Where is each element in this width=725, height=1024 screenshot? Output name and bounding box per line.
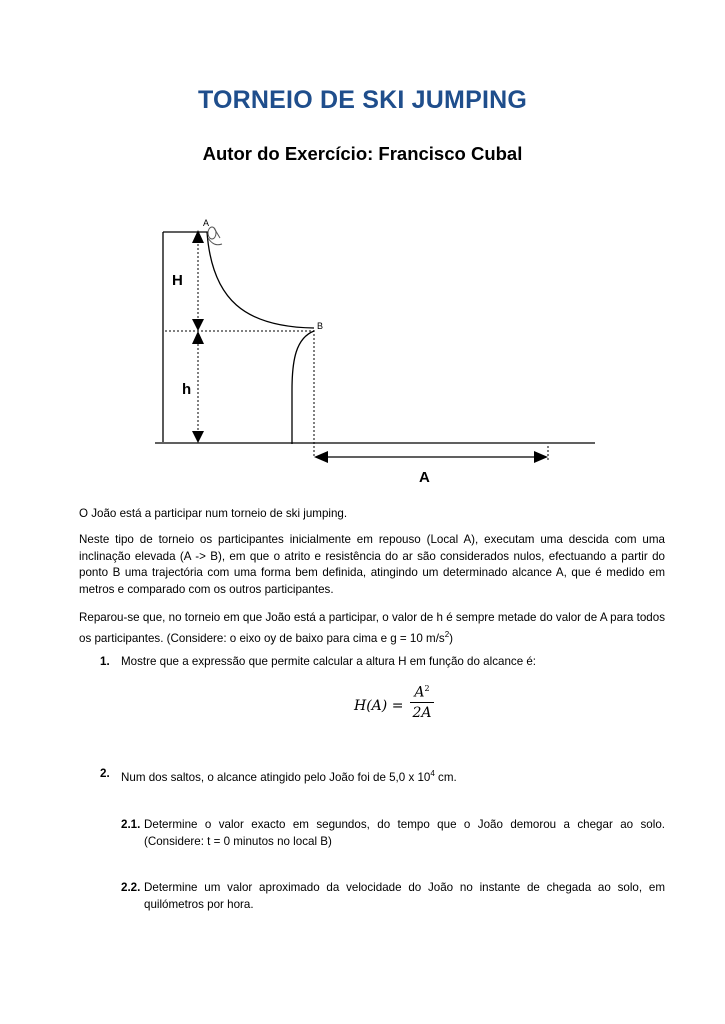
arrow-left-icon bbox=[314, 451, 328, 463]
condition-text: Reparou-se que, no torneio em que João está a participar, o valor de h é sempre metade do valor de A para todos os participantes. (Considere: o eixo oy de baixo para cima e g = 10 m/s bbox=[79, 611, 665, 645]
question-text: Determine o valor exacto em segundos, do tempo que o João demorou a chegar ao solo. (Considere: t = 0 minutos no local B) bbox=[144, 818, 665, 848]
condition-superscript: 2 bbox=[444, 629, 450, 639]
arrow-up-icon bbox=[192, 331, 204, 344]
ramp-curve bbox=[207, 232, 314, 328]
question-number: 2.1. bbox=[121, 818, 141, 831]
formula-lhs: H(A) = bbox=[354, 698, 404, 714]
document-title: TORNEIO DE SKI JUMPING bbox=[198, 86, 527, 114]
document-author: Autor do Exercício: Francisco Cubal bbox=[202, 143, 523, 164]
formula-numerator: $A^2$ bbox=[414, 684, 430, 701]
point-a-label: A bbox=[203, 218, 210, 228]
question-number: 2.2. bbox=[121, 881, 141, 894]
paragraph-intro: O João está a participar num torneio de ski jumping. bbox=[79, 507, 348, 520]
skier-icon bbox=[208, 227, 222, 245]
ski-jump-diagram bbox=[0, 200, 725, 490]
condition-close: ) bbox=[449, 631, 454, 645]
height-H-label: H bbox=[172, 272, 183, 289]
paragraph-description: Neste tipo de torneio os participantes inicialmente em repouso (Local A), executam uma descida com uma inclinação elevada (A -> B), em que o atrito e resistência do ar são considerados nulos, efectuando a partir do ponto B uma trajectória com uma forma bem definida, atingindo um determinado alcance A, que é medido em metros e comparado com os outros participantes. bbox=[79, 533, 665, 596]
arrow-down-icon bbox=[192, 431, 204, 443]
point-b-label: B bbox=[317, 321, 324, 331]
range-A-label: A bbox=[419, 469, 430, 486]
formula-denominator: 2A bbox=[412, 705, 432, 721]
question-number: 2. bbox=[100, 767, 110, 780]
height-h-label: h bbox=[182, 381, 192, 398]
formula-fraction bbox=[410, 684, 434, 721]
question-text: Mostre que a expressão que permite calcular a altura H em função do alcance é: bbox=[121, 655, 537, 668]
arrow-right-icon bbox=[534, 451, 548, 463]
question-text: Num dos saltos, o alcance atingido pelo João foi de 5,0 x $10^4$ cm. bbox=[121, 769, 457, 784]
question-number: 1. bbox=[100, 655, 110, 668]
cliff-curve bbox=[292, 331, 314, 444]
arrow-down-icon bbox=[192, 319, 204, 331]
question-text: Determine um valor aproximado da velocidade do João no instante de chegada ao solo, em quilómetros por hora. bbox=[144, 881, 665, 911]
paragraph-condition bbox=[79, 610, 665, 647]
